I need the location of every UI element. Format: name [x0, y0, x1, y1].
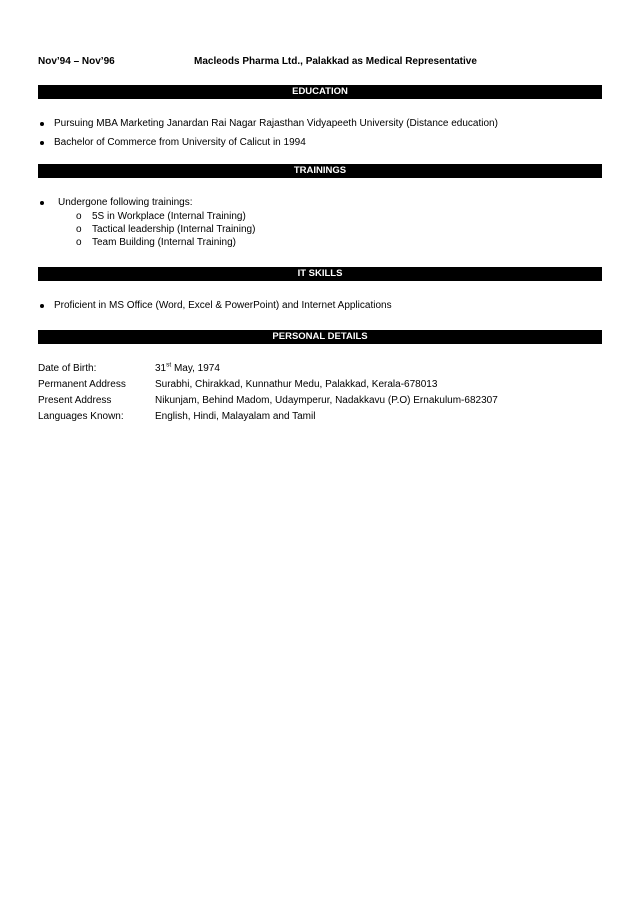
languages-value: English, Hindi, Malayalam and Tamil: [155, 411, 316, 422]
permanent-address-label: Permanent Address: [38, 379, 126, 390]
present-address-label: Present Address: [38, 395, 112, 406]
personal-details-heading: PERSONAL DETAILS: [38, 330, 602, 344]
it-skills-heading: IT SKILLS: [38, 267, 602, 281]
permanent-address-row: [38, 378, 602, 394]
dob-rest: May, 1974: [171, 363, 220, 374]
education-heading: EDUCATION: [38, 85, 602, 99]
bullet-icon: [40, 201, 44, 205]
training-item-text: Team Building (Internal Training): [92, 237, 236, 248]
dob-label: Date of Birth:: [38, 363, 97, 374]
list-item: [38, 299, 602, 313]
dob-row: [38, 362, 602, 378]
list-item: [38, 196, 602, 249]
circle-bullet-icon: o: [76, 224, 82, 235]
permanent-address-value: Surabhi, Chirakkad, Kunnathur Medu, Palakkad, Kerala-678013: [155, 379, 438, 390]
education-item-text: Bachelor of Commerce from University of Calicut in 1994: [54, 137, 306, 148]
personal-details-table: [38, 362, 602, 426]
it-skill-text: Proficient in MS Office (Word, Excel & PowerPoint) and Internet Applications: [54, 300, 392, 311]
training-item-text: Tactical leadership (Internal Training): [92, 224, 256, 235]
training-item-text: 5S in Workplace (Internal Training): [92, 211, 246, 222]
list-item: [38, 136, 602, 150]
bullet-icon: [40, 122, 44, 126]
bullet-icon: [40, 304, 44, 308]
languages-label: Languages Known:: [38, 411, 124, 422]
languages-row: [38, 410, 602, 426]
trainings-intro: Undergone following trainings:: [58, 197, 193, 208]
trainings-sub-list: [54, 210, 602, 249]
present-address-value: Nikunjam, Behind Madom, Udaymperur, Nadakkavu (P.O) Ernakulum-682307: [155, 395, 498, 406]
dob-ordinal: st: [166, 361, 172, 369]
education-list: [38, 117, 602, 155]
list-item: [38, 117, 602, 131]
dob-value: [155, 362, 220, 376]
education-item-text: Pursuing MBA Marketing Janardan Rai Nagar Rajasthan Vidyapeeth University (Distance education): [54, 118, 498, 129]
sub-list-item: [54, 223, 602, 236]
sub-list-item: [54, 236, 602, 249]
it-skills-list: [38, 299, 602, 318]
bullet-icon: [40, 141, 44, 145]
trainings-list: [38, 196, 602, 249]
trainings-heading: TRAININGS: [38, 164, 602, 178]
present-address-row: [38, 394, 602, 410]
experience-period: Nov’94 – Nov’96: [38, 56, 115, 67]
circle-bullet-icon: o: [76, 237, 82, 248]
dob-day: 31: [155, 363, 167, 374]
sub-list-item: [54, 210, 602, 223]
experience-detail: Macleods Pharma Ltd., Palakkad as Medical Representative: [194, 56, 477, 67]
circle-bullet-icon: o: [76, 211, 82, 222]
